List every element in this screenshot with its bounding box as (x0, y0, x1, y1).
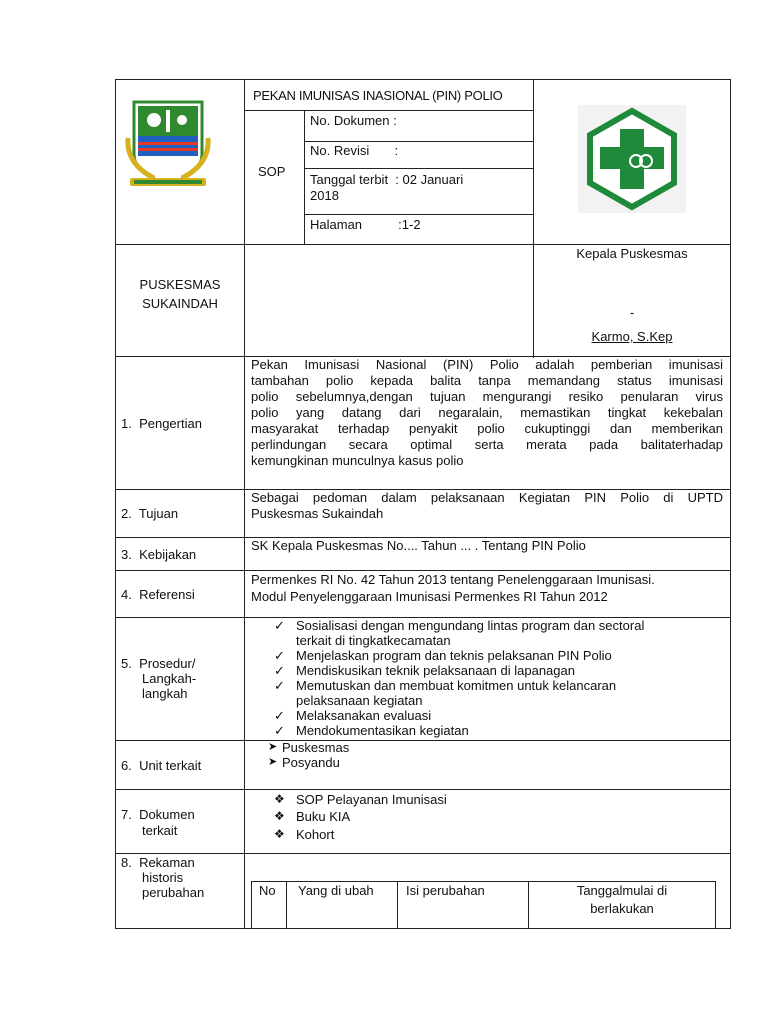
signature-name: Karmo, S.Kep (591, 329, 673, 344)
issue-date-year: 2018 (310, 188, 339, 203)
puskesmas-logo (578, 105, 686, 213)
list-item: ❖ SOP Pelayanan Imunisasi (296, 792, 447, 807)
org-name-line1: PUSKESMAS (139, 277, 221, 292)
list-item: ✓ Melaksanakan evaluasi (296, 708, 431, 723)
column-header-content: Isi perubahan (406, 883, 485, 898)
health-cross-icon (578, 105, 686, 213)
row-label-referensi: 4. Referensi (121, 587, 195, 602)
crest-icon (124, 98, 212, 190)
list-item: ✓ Mendiskusikan teknik pelaksanaan di lapanagan (296, 663, 575, 678)
column-header-no: No (259, 883, 276, 898)
list-item: ➤ Posyandu (282, 755, 340, 770)
revision-number: No. Revisi : (310, 143, 399, 158)
row-label-unit: 6. Unit terkait (121, 758, 202, 773)
list-item: pelaksanaan kegiatan (296, 693, 423, 708)
list-item: ❖ Kohort (296, 827, 334, 842)
list-item: ✓ Mendokumentasikan kegiatan (296, 723, 469, 738)
document-title: PEKAN IMUNISAS INASIONAL (PIN) POLIO (253, 88, 503, 103)
signature-role: Kepala Puskesmas (576, 246, 688, 261)
column-header-date-line2: berlakukan (590, 901, 654, 916)
list-item: ✓ Memutuskan dan membuat komitmen untuk kelancaran (296, 678, 616, 693)
regional-crest-logo (124, 98, 212, 190)
org-name-line2: SUKAINDAH (142, 296, 218, 311)
list-item: ✓ Menjelaskan program dan teknis pelaksanan PIN Polio (296, 648, 612, 663)
signature-dash: - (629, 305, 635, 320)
row-label-pengertian: 1. Pengertian (121, 416, 202, 431)
list-item: terkait di tingkatkecamatan (296, 633, 451, 648)
policy-text: SK Kepala Puskesmas No.... Tahun ... . Tentang PIN Polio (251, 538, 586, 553)
row-label-kebijakan: 3. Kebijakan (121, 547, 197, 562)
issue-date: Tanggal terbit : 02 Januari (310, 172, 464, 187)
list-item: ✓ Sosialisasi dengan mengundang lintas program dan sectoral (296, 618, 644, 633)
sop-label: SOP (258, 164, 286, 179)
column-header-changed: Yang di ubah (298, 883, 374, 898)
list-item: ❖ Buku KIA (296, 809, 350, 824)
document-number: No. Dokumen : (310, 113, 397, 128)
page-count: Halaman :1-2 (310, 217, 421, 232)
column-header-date: Tanggalmulai di (576, 883, 668, 898)
row-label-tujuan: 2. Tujuan (121, 506, 179, 521)
list-item: ➤ Puskesmas (282, 740, 349, 755)
